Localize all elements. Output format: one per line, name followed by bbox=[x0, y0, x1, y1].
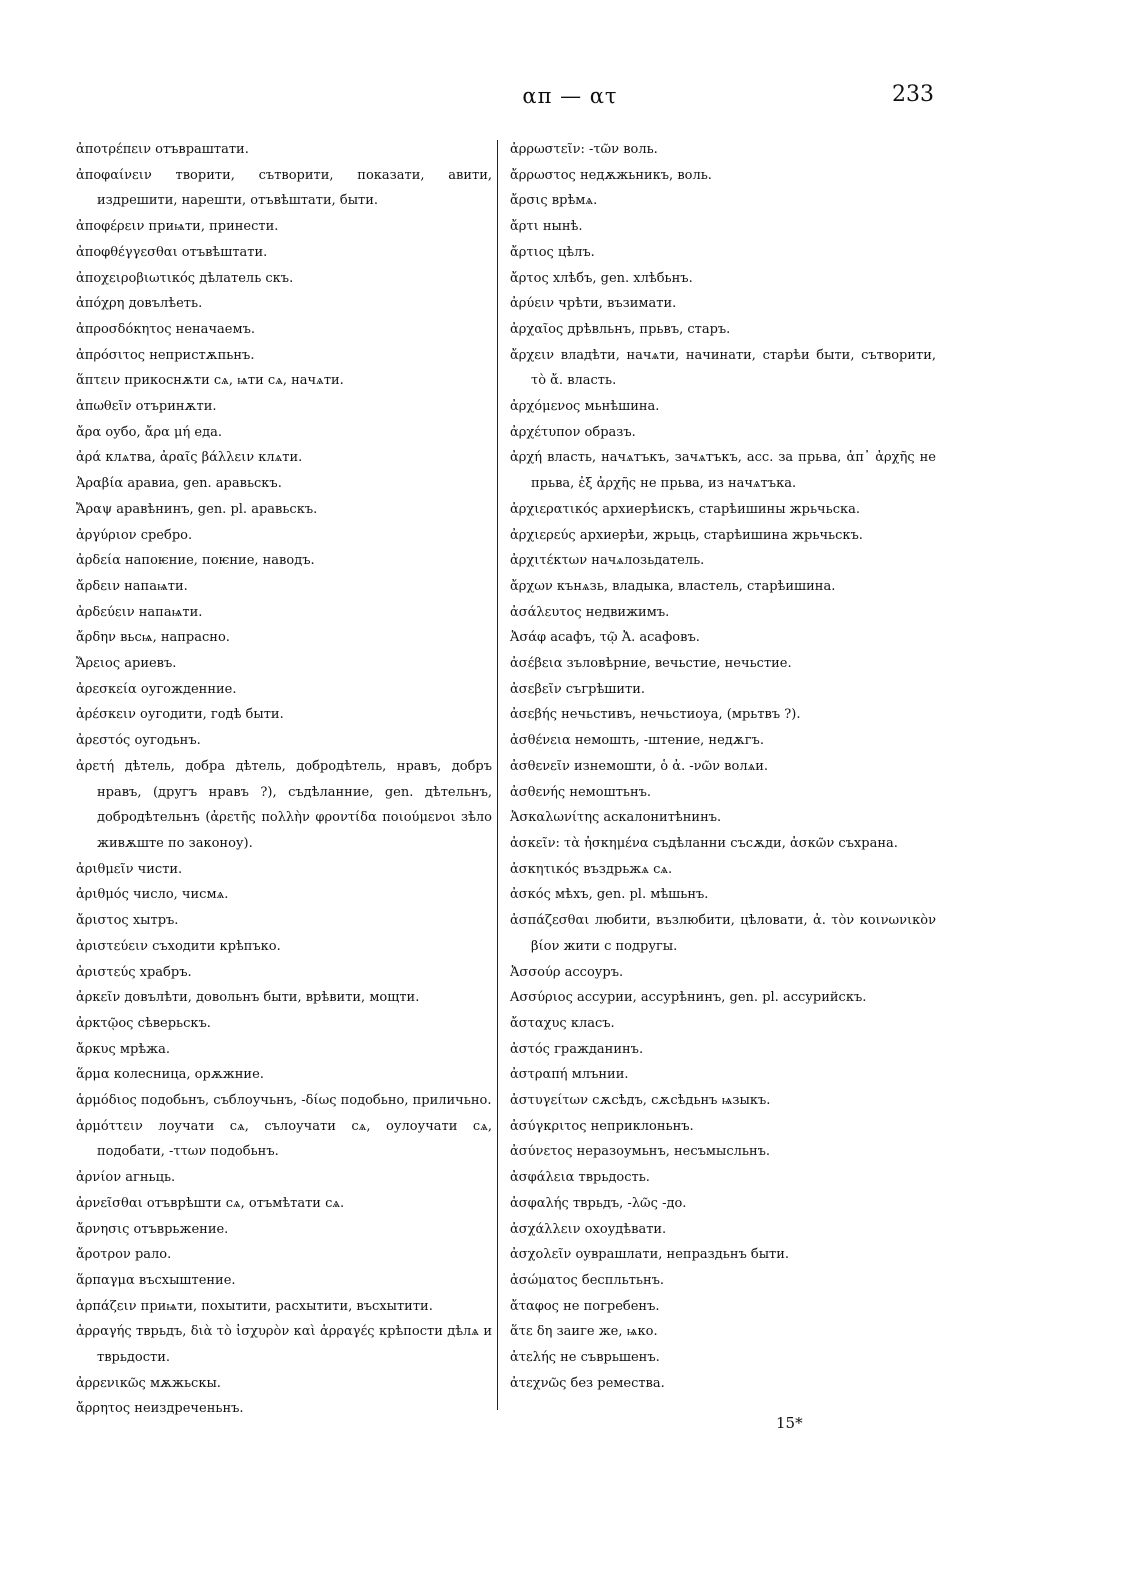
dictionary-entry: ἀργύριον сребро. bbox=[76, 527, 193, 543]
dictionary-entry: Ἀραβία аравиа, gen. аравьскъ. bbox=[76, 476, 282, 492]
dictionary-entry: ἀπρόσιτος непристѫпьнъ. bbox=[76, 347, 255, 363]
dictionary-entry: ἅρμα колесница, орѫжние. bbox=[76, 1067, 264, 1083]
dictionary-entry: ἀστραπή млънии. bbox=[510, 1067, 629, 1083]
dictionary-entry: ἀσθενεῖν изнемошти, ὁ ἀ. -νῶν волѧи. bbox=[510, 758, 769, 774]
dictionary-entry: ἀρκεῖν довълѣти, довольнъ быти, врѣвити, мощти. bbox=[76, 990, 420, 1006]
dictionary-entry: ἀρνεῖσθαι отъврѣшти сѧ, отъмѣтати сѧ. bbox=[76, 1195, 345, 1211]
dictionary-entry: ἀτεχνῶς без ремества. bbox=[510, 1375, 665, 1391]
dictionary-entry: ἀποχειροβιωτικός дѣлатель скъ. bbox=[76, 270, 294, 286]
dictionary-entry: ἁρμόδιος подобьнъ, съблоучьнъ, -δίως подобьно, приличьно. bbox=[76, 1093, 492, 1109]
dictionary-entry: ἀσάλευτος недвижимъ. bbox=[510, 604, 670, 620]
dictionary-entry: ἀρχέτυπον образъ. bbox=[510, 424, 636, 440]
dictionary-entry: ἀποφαίνειν творити, сътворити, показати, авити, издрешити, нарешти, отъвѣштати, быти. bbox=[76, 167, 492, 209]
signature-mark: 15* bbox=[776, 1414, 803, 1432]
dictionary-entry: ἀρραγής тврьдъ, διὰ τὸ ἰσχυρὸν καὶ ἀρραγές крѣпости дѣлѧ и тврьдости. bbox=[76, 1324, 492, 1366]
dictionary-entry: ἀρχαῖος дрѣвльнъ, прьвъ, старъ. bbox=[510, 321, 731, 337]
dictionary-entry: ἄρκυς мрѣжа. bbox=[76, 1041, 170, 1057]
dictionary-entry: ἀποφέρειν приѩти, принести. bbox=[76, 219, 279, 235]
dictionary-entry: ἀρχιερατικός архиерѣискъ, старѣишины жрьчьска. bbox=[510, 501, 860, 517]
dictionary-entry: ἄρρητος неиздреченьнъ. bbox=[76, 1401, 244, 1417]
dictionary-entry: ἀσεβής нечьстивъ, нечьстиоуа, (мрьтвъ ?). bbox=[510, 707, 801, 723]
dictionary-entry: ἀρχιτέκτων начѧлозьдатель. bbox=[510, 553, 705, 569]
dictionary-entry: ἀρδεία напоѥние, поѥние, наводъ. bbox=[76, 553, 315, 569]
dictionary-entry: Ἀσάφ асафъ, τῷ Ἀ. асафовъ. bbox=[510, 630, 700, 646]
dictionary-entry: ἀρρωστεῖν: -τῶν воль. bbox=[510, 142, 658, 157]
dictionary-entry: Ἄραψ аравѣнинъ, gen. pl. аравьскъ. bbox=[76, 501, 318, 517]
dictionary-entry: ἀποφθέγγεσθαι отъвѣштати. bbox=[76, 244, 268, 260]
dictionary-entry: ἀρνίον агньць. bbox=[76, 1170, 176, 1186]
dictionary-entry: ἄροτρον рало. bbox=[76, 1247, 172, 1263]
dictionary-entry: ἀρά клѧтва, ἀραῖς βάλλειν клѧти. bbox=[76, 450, 303, 466]
dictionary-entry: ἀσπάζεσθαι любити, възлюбити, цѣловати, ἀ. τὸν κοινωνικὸν βίον жити с подругы. bbox=[510, 913, 936, 954]
dictionary-entry: ἀσκός мѣхъ, gen. pl. мѣшьнъ. bbox=[510, 887, 709, 903]
dictionary-entry: ἀσύγκριτος неприклоньнъ. bbox=[510, 1118, 694, 1134]
dictionary-entry: ἄρχειν владѣти, начѧти, начинати, старѣи быти, сътворити, τὸ ἄ. власть. bbox=[510, 347, 936, 389]
dictionary-entry: ἀρχόμενος мьнѣшина. bbox=[510, 399, 660, 415]
dictionary-entry: ἀρρενικῶς мѫжьскы. bbox=[76, 1375, 221, 1391]
dictionary-entry: ἀρδεύειν напаѩти. bbox=[76, 604, 203, 620]
dictionary-entry: ἀσφάλεια тврьдость. bbox=[510, 1170, 650, 1186]
dictionary-entry: ἀσκητικός въздрьжѧ сѧ. bbox=[510, 861, 673, 877]
page-header bbox=[0, 84, 1140, 114]
dictionary-entry: ἄρχων кънѧзь, владыка, властель, старѣишина. bbox=[510, 578, 836, 594]
dictionary-entry: ἀστυγείτων сѫсѣдъ, сѫсѣдьнъ ѩзыкъ. bbox=[510, 1093, 771, 1109]
dictionary-entry: ἀσθενής немоштьнъ. bbox=[510, 784, 652, 800]
dictionary-entry: ἀρχή власть, начѧтъкъ, зачѧтъкъ, acc. за прьва, ἀπ᾽ ἀρχῆς не прьва, ἐξ ἀρχῆς не прьва, из начѧтъка. bbox=[510, 450, 936, 492]
dictionary-entry: ἄρσις врѣмѧ. bbox=[510, 193, 598, 209]
dictionary-entry: Ἀσκαλωνίτης аскалонитѣнинъ. bbox=[510, 810, 722, 826]
dictionary-entry: ἀρεσκεία оугожденние. bbox=[76, 681, 237, 697]
dictionary-entry: ἀρύειν чрѣти, възимати. bbox=[510, 296, 677, 312]
dictionary-entry: ἀριστεύς храбръ. bbox=[76, 964, 192, 980]
dictionary-entry: ἄριστος хытръ. bbox=[76, 913, 179, 929]
dictionary-entry: ἀσθένεια немошть, -штение, недѫгъ. bbox=[510, 733, 764, 749]
page-number: 233 bbox=[892, 82, 934, 107]
dictionary-entry: ἄρνησις отъврьжение. bbox=[76, 1221, 229, 1237]
dictionary-entry: ἀπωθεῖν отъринѫти. bbox=[76, 399, 217, 415]
dictionary-entry: ἄρα оубо, ἄρα μή еда. bbox=[76, 424, 223, 440]
dictionary-entry: ἀρκτῷος сѣверьскъ. bbox=[76, 1015, 211, 1031]
dictionary-entry: ἁρμόττειν лоучати сѧ, сълоучати сѧ, оулоучати сѧ, подобати, -ττων подобьнъ. bbox=[76, 1118, 492, 1160]
dictionary-entry: ἀπόχρη довълѣеть. bbox=[76, 296, 203, 312]
dictionary-entry: ἀσχάλλειν охоудѣвати. bbox=[510, 1221, 667, 1237]
dictionary-entry: ἁρπάζειν приѩти, похытити, расхытити, въсхытити. bbox=[76, 1298, 433, 1314]
dictionary-entry: ἀριθμός число, чисмѧ. bbox=[76, 887, 229, 903]
dictionary-entry: ἀριστεύειν съходити крѣпъко. bbox=[76, 938, 281, 954]
dictionary-entry: ἀρεστός оугодьнъ. bbox=[76, 733, 201, 749]
dictionary-entry: ἀρετή дѣтель, добра дѣтель, добродѣтель, нравъ, добръ нравъ, (другъ нравъ ?), съдѣланние, gen. дѣтельнъ, добродѣтельнъ (ἀρετῆς πολλὴν φροντίδα ποιούμενοι зѣло живѫште по законоу). bbox=[76, 758, 492, 851]
dictionary-entry: ἀσφαλής тврьдъ, -λῶς -до. bbox=[510, 1195, 687, 1211]
dictionary-entry: Ασσύριος ассурии, ассурѣнинъ, gen. pl. ассурийскъ. bbox=[510, 990, 867, 1006]
dictionary-entry: ἀσύνετος неразоумьнъ, несъмысльнъ. bbox=[510, 1144, 771, 1160]
dictionary-entry: ἄρτι нынѣ. bbox=[510, 219, 583, 235]
dictionary-entry: ἀσεβεῖν съгрѣшити. bbox=[510, 681, 646, 697]
dictionary-entry: ἀριθμεῖν чисти. bbox=[76, 861, 183, 877]
dictionary-entry: ἀποτρέπειν отъвраштати. bbox=[76, 142, 249, 157]
dictionary-entry: ἀσκεῖν: τὰ ἠσκημένα съдѣланни съсѫди, ἀσκῶν съхрана. bbox=[510, 835, 898, 851]
dictionary-entry: ἀσχολεῖν оуврашлати, непраздьнъ быти. bbox=[510, 1247, 790, 1263]
dictionary-entry: ἄρδειν напаѩти. bbox=[76, 578, 188, 594]
dictionary-entry: ἀτελής не съврьшенъ. bbox=[510, 1350, 660, 1366]
dictionary-entry: ἄρτιος цѣлъ. bbox=[510, 244, 595, 260]
dictionary-entry: ἀσέβεια зъловѣрние, вечьстие, нечьстие. bbox=[510, 656, 792, 672]
right-column bbox=[510, 137, 936, 1396]
dictionary-entry: ἄρρωστος недѫжьникъ, воль. bbox=[510, 167, 712, 183]
column-divider bbox=[497, 140, 498, 1410]
dictionary-entry: Ἄρειος ариевъ. bbox=[76, 656, 177, 672]
dictionary-entry: ἀπροσδόκητος неначаемъ. bbox=[76, 321, 255, 337]
left-column bbox=[76, 137, 492, 1422]
dictionary-entry: ἀρχιερεύς архиерѣи, жрьць, старѣишина жрьчьскъ. bbox=[510, 527, 863, 543]
dictionary-entry: ἄρδην вьсѩ, напрасно. bbox=[76, 630, 230, 646]
dictionary-entry: Ἀσσούρ ассоуръ. bbox=[510, 964, 624, 980]
dictionary-entry: ἅπτειν прикоснѫти сѧ, ѩти сѧ, начѧти. bbox=[76, 373, 344, 389]
dictionary-entry: ἅρπαγμα въсхыштение. bbox=[76, 1272, 236, 1288]
dictionary-entry: ἅτε δη заиге же, ѩко. bbox=[510, 1324, 658, 1340]
dictionary-entry: ἄσταχυς класъ. bbox=[510, 1015, 615, 1031]
dictionary-entry: ἄταφος не погребенъ. bbox=[510, 1298, 660, 1314]
running-head: απ — ατ bbox=[522, 84, 618, 108]
dictionary-entry: ἀστός гражданинъ. bbox=[510, 1041, 644, 1057]
dictionary-entry: ἄρτος хлѣбъ, gen. хлѣбьнъ. bbox=[510, 270, 693, 286]
dictionary-entry: ἀσώματος беспльтьнъ. bbox=[510, 1272, 665, 1288]
dictionary-entry: ἀρέσκειν оугодити, годѣ быти. bbox=[76, 707, 284, 723]
